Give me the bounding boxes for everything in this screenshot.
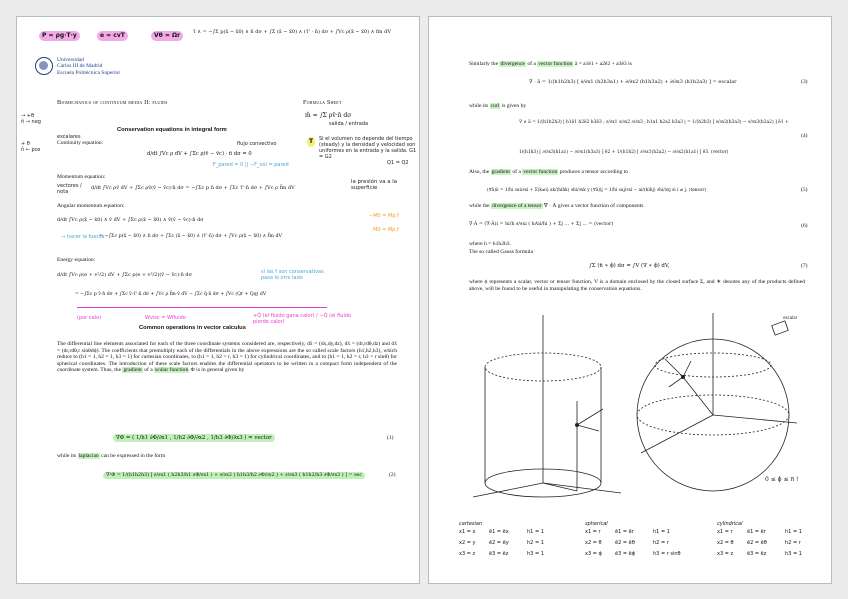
- table-cell: h2 = r: [653, 540, 669, 546]
- table-cell: x2 = θ: [717, 540, 734, 546]
- laplacian-intro: while its laplacian can be expressed in the form: [57, 453, 166, 459]
- table-cartesian-title: cartesian: [459, 521, 483, 527]
- side-note-pos: + θ n̂ ← pos: [21, 141, 41, 153]
- table-cell: h2 = 1: [527, 540, 544, 546]
- equation-number-2: (2): [389, 472, 396, 478]
- table-cell: ē3 = ēϕ: [615, 551, 635, 557]
- angular-note-right-2: M0 = Mp,f: [373, 227, 399, 233]
- table-cell: x1 = r: [717, 529, 733, 535]
- continuity-equation: d/dt ∫Vc ρ dV + ∫Σc ρ(v̄ − v̄c) · n̄ dσ = 0: [147, 151, 252, 157]
- energy-note-bottom-1: (por calo): [77, 315, 102, 321]
- table-cell: ē2 = ēy: [489, 540, 509, 546]
- table-cell: ē1 = ēx: [489, 529, 509, 535]
- laplacian-equation: ∇²Φ = 1/(h1h2h3) [ ∂/∂x1 ( h2h3/h1 ∂Φ/∂x1 ) + ∂/∂x2 ( h1h3/h2 ∂Φ/∂x2 ) + ∂/∂x3 ( h1h2/h3 ∂Φ/∂x3 ) ] = esc: [103, 472, 365, 479]
- highlight-gradient-2: gradient: [491, 169, 510, 175]
- tensor-gradient-equation: (∇ā)ii = 1/hi ∂ai/∂xi + Σ(k≠i) ak/(hihk) ∂hi/∂xk y (∇ā)ij = 1/hi ∂aj/∂xi − ai/(hihj) ∂hi/∂xj si i ≠ j, (tensor): [487, 188, 707, 193]
- tensor-divergence-intro: while the divergence of a tensor ∇ · Ā gives a vector function of components: [469, 203, 644, 209]
- curl-equation-1: ∇ ∧ ā = 1/(h1h2h3) | h1ê1 h2ê2 h3ê3 ; ∂/∂x1 ∂/∂x2 ∂/∂x3 ; h1a1 h2a2 h3a3 | = 1/(h2h3) [ ∂/∂x2(h3a3) − ∂/∂x3(h2a2) ] ê1 +: [519, 120, 789, 125]
- momentum-equation: d/dt ∫Vc ρv̄ dV + ∫Σc ρv̄(v̄ − v̄c)·n̄ dσ = −∫Σc p n̄ dσ + ∫Σc τ̄'·n̄ dσ + ∫Vc ρ f̄m dV: [91, 185, 295, 191]
- table-cell: ē1 = ēr: [747, 529, 766, 535]
- energy-equation-2: = −∫Σc p v̄·n̄ dσ + ∫Σc v̄·τ̄'·n̄ dσ + ∫Vc ρ f̄m·v̄ dV − ∫Σc q̄·n̄ dσ + ∫Vc (Qr + Qq) dV: [75, 292, 267, 297]
- table-cell: h3 = r sinθ: [653, 551, 681, 557]
- equation-number-3: (3): [801, 79, 808, 85]
- curl-equation-2: 1/(h1h3) [ ∂/∂x3(h1a1) − ∂/∂x1(h3a3) ] ê2 + 1/(h1h2) [ ∂/∂x1(h2a2) − ∂/∂x2(h1a1) ] ê3. (vector): [519, 150, 729, 155]
- gradient-equation: ∇Φ = ( 1/h1 ∂Φ/∂x1 , 1/h2 ∂Φ/∂x2 , 1/h3 ∂Φ/∂x3 ) = vector: [113, 435, 275, 442]
- where-h: where h = h1h2h3.: [469, 241, 511, 247]
- highlight-vector-function-2: vector function: [523, 169, 558, 175]
- energy-equation-1: d/dt ∫Vc ρ(e + v²/2) dV + ∫Σc ρ(e + v²/2)(v̄ − v̄c)·n̄ dσ: [57, 272, 193, 278]
- steady-note-2: Q1 = Q2: [387, 160, 409, 166]
- table-spherical: [585, 521, 705, 560]
- diagram-note: 0 ≤ ϕ ≤ π !: [765, 476, 799, 483]
- side-note-neg: → +θ n̂ → neg: [21, 113, 41, 125]
- coordinate-diagrams: [465, 305, 805, 505]
- scale-factors-paragraph: The differential line elements associated for each of the three coordinate systems considered are, respectively, dx̄ = (dx,dy,dz), dx̄ = (dr,rdθ,dz) and dx̄ = (dr,rdθ,r sinθdϕ). The coefficients that premultiply each of the differentials in the above expressions are the so called scale factors (h1,h2,h3), which reduce to (h1 = 1, h2 = 1, h3 = 1) for cartesian coordinates, to (h1 = 1, h2 = r, h3 = 1) for cylindrical coordinates, and to (h1 = 1, h2 = r, h3 = r sinθ) for spherical coordinates. The introduction of these scale factors enables the differential operators to be written in a compact form independent of the coordinate system. Thus, the gradient of a scalar function Φ is in general given by: [57, 341, 397, 374]
- highlight-divergence: divergence: [500, 61, 525, 67]
- continuity-note: escalares: [57, 134, 81, 140]
- table-cell: x3 = z: [717, 551, 734, 557]
- table-cell: x1 = r: [585, 529, 601, 535]
- highlight-gradient: gradient: [123, 367, 142, 374]
- angular-label: Angular momentum equation:: [57, 203, 125, 209]
- energy-note-bottom-3: +Q̇ (el fluido gana calor) / −Q̇ (el fluido pierde calor): [253, 313, 352, 325]
- table-cell: x2 = y: [459, 540, 476, 546]
- table-cell: ē3 = ēz: [489, 551, 509, 557]
- divergence-intro: Similarly the divergence of a vector function ā = a1ê1 + a2ê2 + a3ê3 is: [469, 61, 632, 67]
- table-cylindrical: [717, 521, 829, 560]
- top-integral: τ̄ ∧ = −∫Σ p(x̄ − x̄0) ∧ n̄ dσ + ∫Σ (x̄ − x̄0) ∧ (τ̄' · n̄) dσ + ∫Vc ρ(x̄ − x̄0) ∧ f̄m dV: [193, 29, 391, 35]
- table-cell: h3 = 1: [527, 551, 544, 557]
- highlight-scalar-function: scalar function: [155, 367, 189, 374]
- page-1: [16, 16, 420, 584]
- table-cell: h3 = 1: [785, 551, 802, 557]
- energy-note-right: si las f son conservativas pasa lo otro lado: [261, 269, 324, 281]
- continuity-annot: flujo convectivo: [237, 141, 277, 147]
- table-cylindrical-rows: [717, 527, 829, 560]
- table-cell: ē2 = ēθ: [747, 540, 767, 546]
- table-cartesian-rows: [459, 527, 569, 560]
- momentum-left-note: vectores / nota: [57, 183, 82, 195]
- note-t-marker: T: [309, 138, 314, 145]
- highlight-curl: curl: [490, 103, 500, 109]
- sphere-diagram: [637, 313, 797, 491]
- tensor-intro: Also, the gradient of a vector function produces a tensor according to: [469, 169, 629, 175]
- steady-note: Si el volumen no depende del tiempo (steady) y la densidad y velocidad son uniformes en la entrada y la salida. G1 = G2: [319, 136, 417, 160]
- table-cell: h1 = 1: [527, 529, 544, 535]
- table-cartesian: [459, 521, 569, 560]
- table-cell: ē3 = ēz: [747, 551, 767, 557]
- tensor-divergence-equation: ∇·Ā = (∇·Ā)i = hi/h ∂/∂xi ( hAii/hi ) + Σj ... + Σj ... = (vector): [469, 222, 614, 227]
- angular-equation-2: = −∫Σc p(x̄ − x̄0) ∧ n̄ dσ + ∫Σc (x̄ − x̄0) ∧ (τ̄'·n̄) dσ + ∫Vc ρ(x̄ − x̄0) ∧ f̄m dV: [99, 234, 283, 239]
- table-cell: x3 = z: [459, 551, 476, 557]
- energy-label: Energy equation:: [57, 257, 96, 263]
- table-cell: x1 = x: [459, 529, 476, 535]
- equation-number-1: (1): [387, 435, 394, 441]
- momentum-note: la presión va a la superficie: [351, 179, 398, 191]
- gauss-explanation: where ϕ represents a scalar, vector or tensor function, V is a domain enclosed by the closed surface Σ, and ∗ denotes any of the products defined above, will be found to be useful in manipulating the conservation equations.: [469, 279, 805, 292]
- mass-flow-note: salida / entrada: [329, 121, 369, 127]
- table-cell: h2 = r: [785, 540, 801, 546]
- cylinder-diagram: [473, 315, 621, 497]
- continuity-annot-2: F_pared = 0 || −F_vol = pared: [213, 162, 289, 168]
- formula-pressure: P = ρg·T·y: [39, 31, 80, 41]
- table-cell: h1 = 1: [653, 529, 670, 535]
- divergence-equation: ∇ · ā = 1/(h1h2h3) [ ∂/∂x1 (h2h3a1) + ∂/∂x2 (h1h3a2) + ∂/∂x3 (h1h2a3) ] = escalar: [529, 79, 737, 85]
- section-vector-calculus: Common operations in vector calculus: [139, 325, 246, 331]
- angular-note-left: → hacer la fuerza: [61, 234, 105, 240]
- page-2: [428, 16, 832, 584]
- table-spherical-rows: [585, 527, 705, 560]
- equation-number-5: (5): [801, 187, 808, 193]
- document-title: Biomechanics of continuum media II: fluids: [57, 99, 168, 106]
- gauss-equation: ∫Σ (n̄ ∗ ϕ) dσ = ∫V (∇ ∗ ϕ) dV,: [589, 263, 670, 269]
- highlight-divergence-tensor: divergence of a tensor: [492, 203, 542, 209]
- table-cell: ē1 = ēr: [615, 529, 634, 535]
- table-cell: h1 = 1: [785, 529, 802, 535]
- table-cell: ē2 = ēθ: [615, 540, 635, 546]
- university-logo: [35, 57, 53, 75]
- continuity-label: Continuity equation:: [57, 140, 104, 146]
- highlight-laplacian: laplacian: [78, 453, 99, 459]
- angular-equation-1: d/dt ∫Vc ρ(x̄ − x̄0) ∧ v̄ dV + ∫Σc ρ(x̄ − x̄0) ∧ v̄(v̄ − v̄c)·n̄ dσ: [57, 217, 204, 223]
- formula-velocity: Vθ = Ωr: [151, 31, 183, 41]
- diagram-note-2: escalar: [783, 315, 798, 320]
- mass-flow-formula: m̂ = ∫Σ ρv̄·n̄ dσ: [305, 112, 352, 119]
- university-name: Universidad Carlos III de Madrid Escuela Politécnica Superior: [57, 57, 121, 76]
- highlight-vector-function: vector function: [538, 61, 573, 67]
- table-cell: x3 = ϕ: [585, 551, 602, 557]
- curl-intro: while its curl is given by: [469, 103, 527, 109]
- table-spherical-title: spherical: [585, 521, 608, 527]
- formula-energy: e = cvT: [97, 31, 128, 41]
- document-subtitle: Formula Sheet: [303, 99, 342, 106]
- equation-number-6: (6): [801, 223, 808, 229]
- equation-number-4: (4): [801, 133, 808, 139]
- equation-number-7: (7): [801, 263, 808, 269]
- momentum-label: Momentum equation:: [57, 174, 106, 180]
- energy-underline: [77, 307, 327, 308]
- table-cylindrical-title: cylindrical: [717, 521, 743, 527]
- energy-note-bottom-2: Wvisc = Wfluido: [145, 315, 186, 321]
- gauss-intro: The so called Gauss formula: [469, 249, 533, 255]
- angular-note-right-1: −M0 = Mp,f: [369, 213, 399, 219]
- table-cell: x2 = θ: [585, 540, 602, 546]
- section-conservation: Conservation equations in integral form: [117, 127, 227, 133]
